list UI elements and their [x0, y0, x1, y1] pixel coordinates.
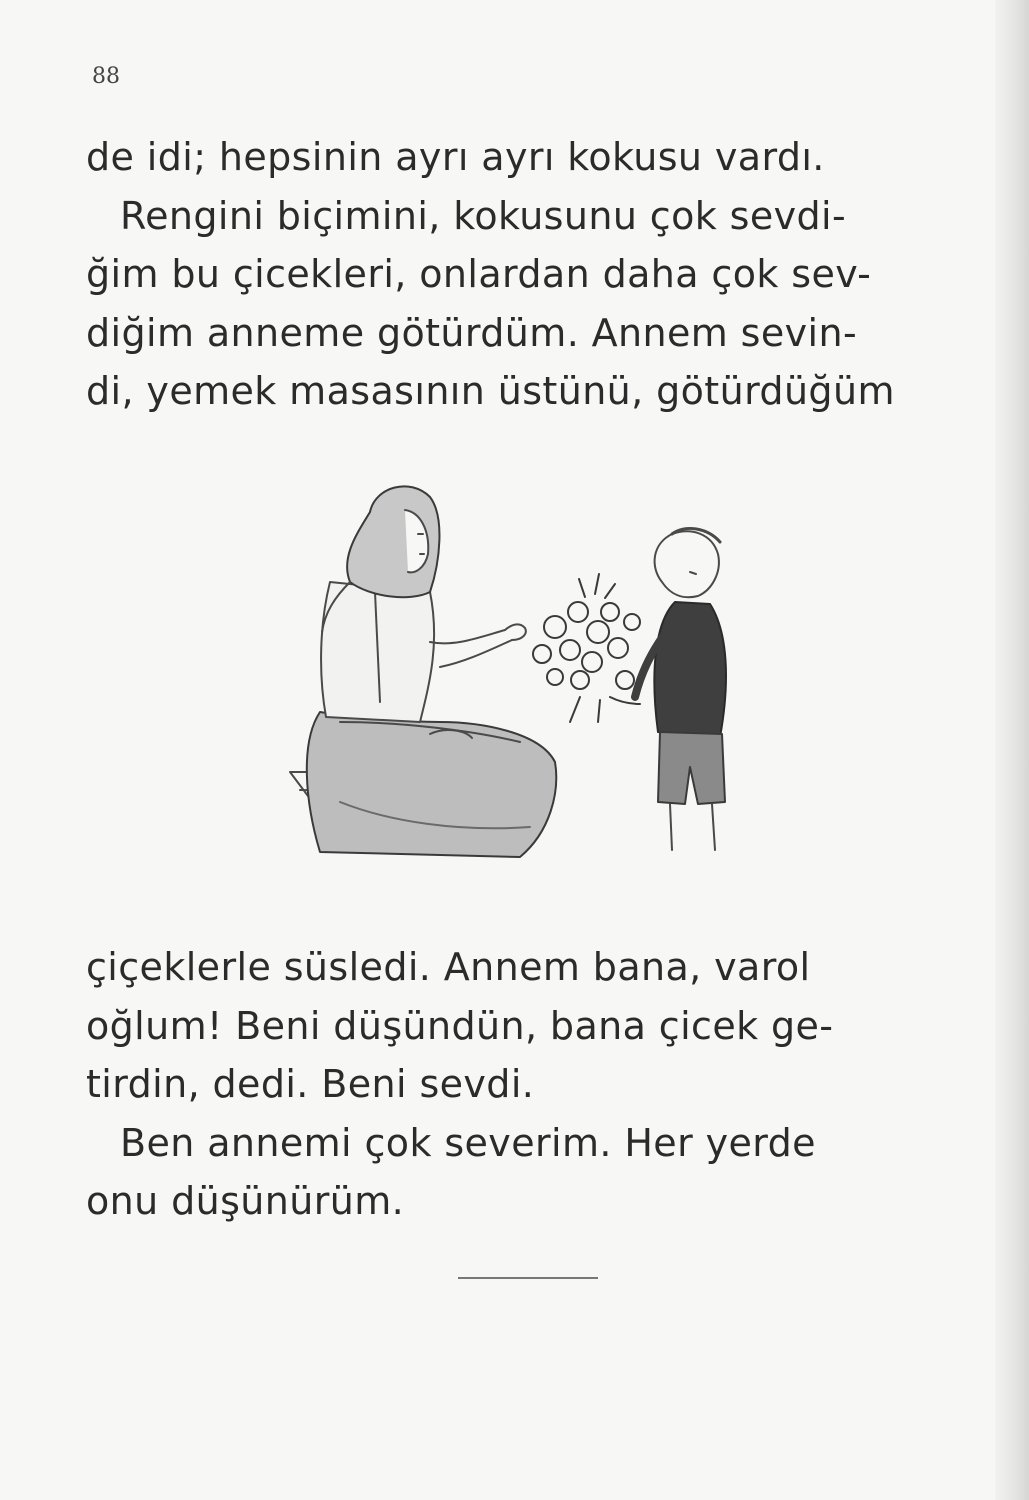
text-line: di, yemek masasının üstünü, götürdüğüm [86, 369, 895, 413]
paragraph-bottom [86, 938, 946, 1231]
text-line: onu düşünürüm. [86, 1179, 405, 1223]
section-divider [458, 1277, 598, 1279]
paragraph-top [86, 128, 946, 421]
page-number: 88 [92, 64, 120, 89]
text-line: Ben annemi çok severim. Her yerde [120, 1120, 816, 1165]
text-line: diğim anneme götürdüm. Annem sevin- [86, 310, 858, 355]
text-line: çiçeklerle süsledi. Annem bana, varol [86, 945, 811, 989]
mother-and-son-flowers-icon [280, 472, 760, 872]
text-line: de idi; hepsinin ayrı ayrı kokusu vardı. [86, 135, 825, 179]
text-line: ğim bu çicekleri, onlardan daha çok sev- [86, 252, 872, 296]
text-line: tirdin, dedi. Beni sevdi. [86, 1062, 535, 1106]
text-line: Rengini biçimini, kokusunu çok sevdi- [120, 193, 847, 238]
text-line: oğlum! Beni düşündün, bana çicek ge- [86, 1003, 834, 1048]
book-spine-shadow [995, 0, 1029, 1500]
